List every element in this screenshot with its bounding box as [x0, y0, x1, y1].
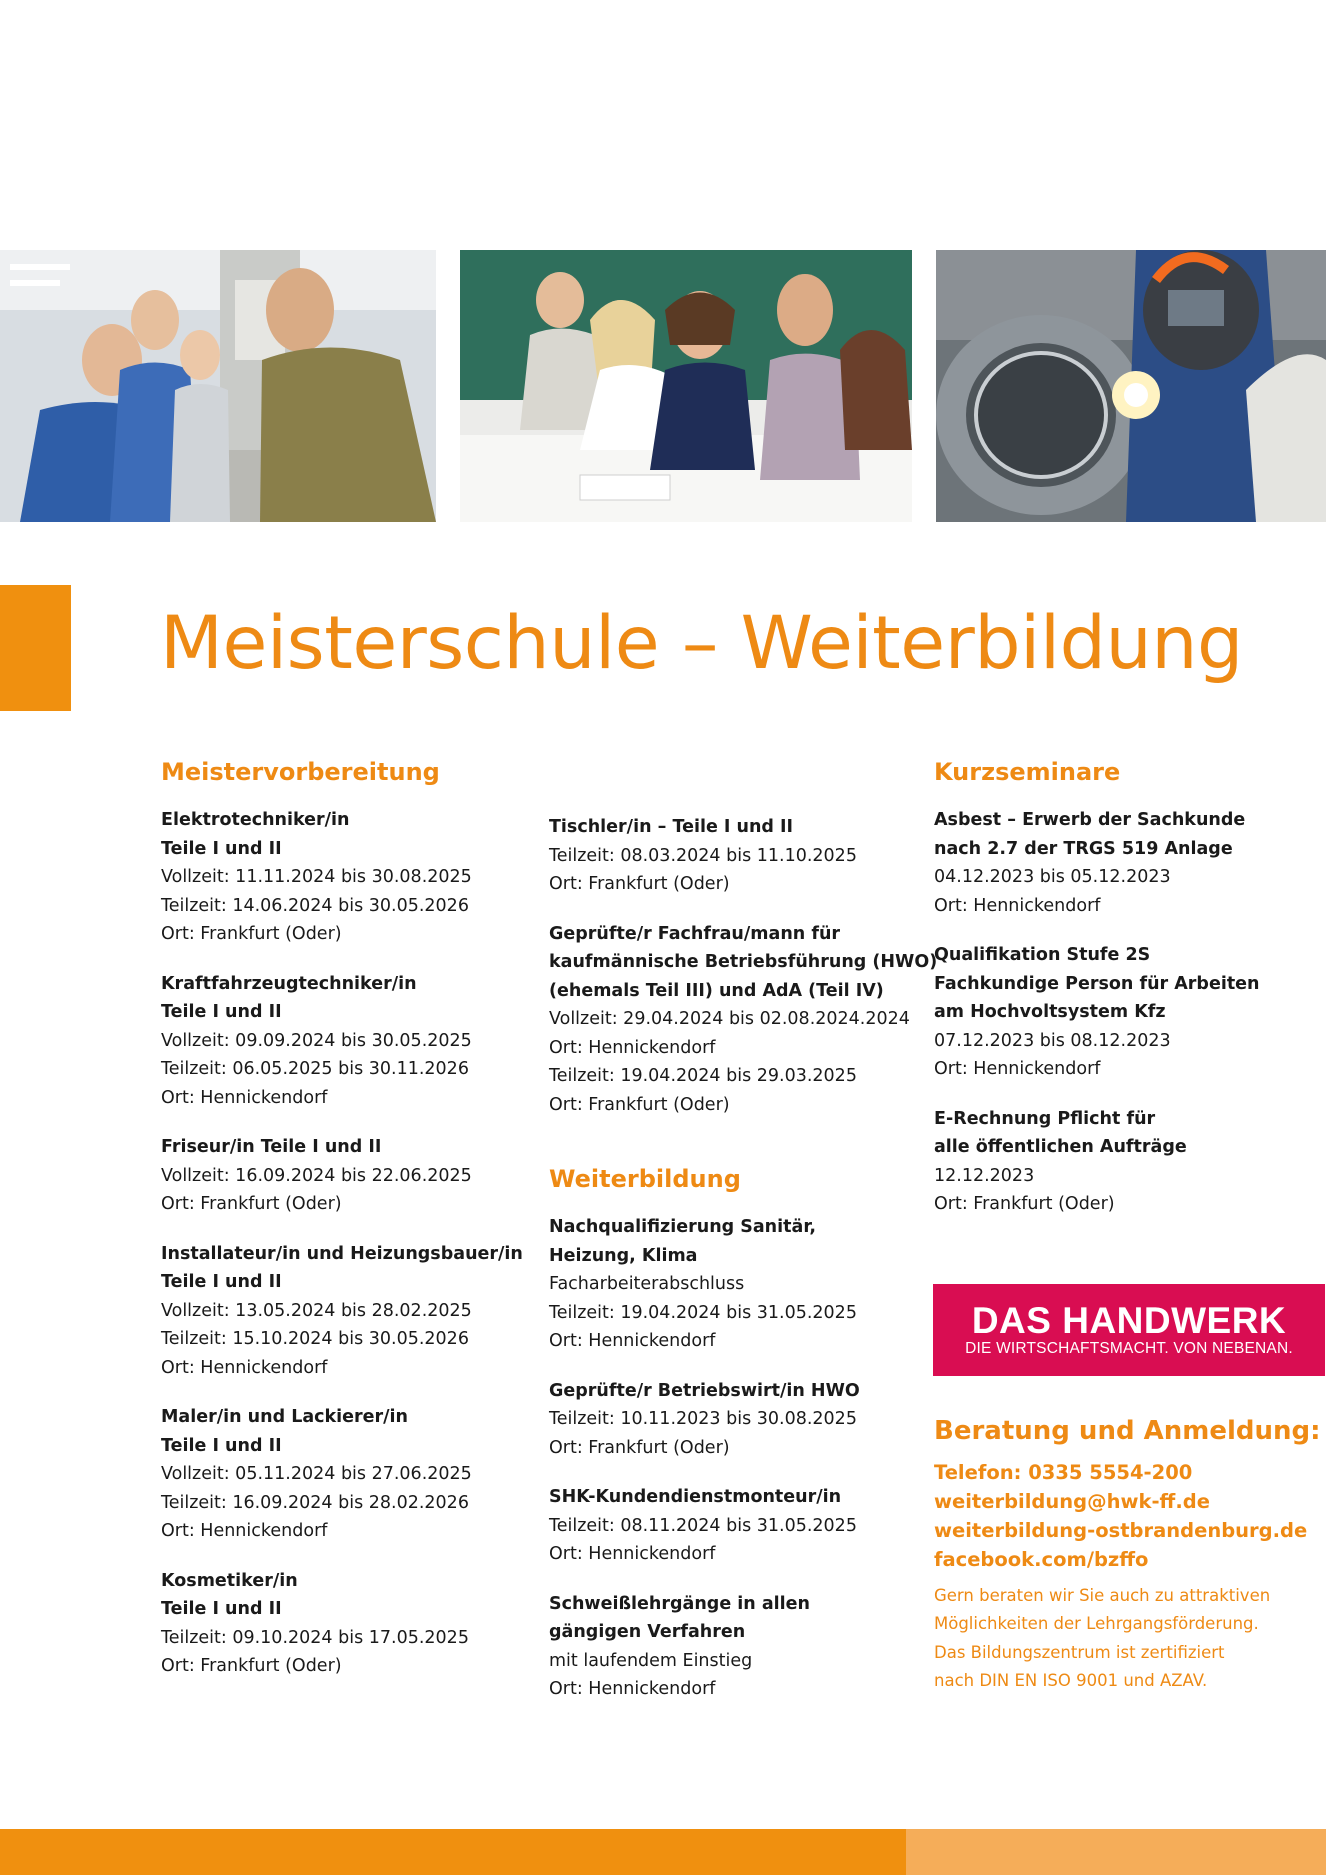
course-detail-line: Ort: Hennickendorf [161, 1357, 328, 1378]
course-detail-line: Ort: Frankfurt (Oder) [549, 1437, 730, 1458]
course-title-line: E-Rechnung Pflicht für [934, 1108, 1156, 1129]
contact-email-link[interactable]: weiterbildung@hwk-ff.de [934, 1489, 1210, 1513]
course-detail-line: Ort: Frankfurt (Oder) [549, 1094, 730, 1115]
course-title-line: Geprüfte/r Fachfrau/mann für [549, 923, 841, 944]
welder-photo [936, 250, 1326, 522]
footer-bar-light-orange [906, 1829, 1326, 1875]
course-title-line: kaufmännische Betriebsführung (HWO) [549, 952, 938, 972]
course-detail-line: Ort: Hennickendorf [549, 1679, 716, 1699]
course-detail-line: 04.12.2023 bis 05.12.2023 [934, 867, 1171, 887]
course-title-line: Installateur/in und Heizungsbauer/in [161, 1243, 523, 1264]
course-title-line: Heizung, Klima [549, 1245, 698, 1266]
course-entry [161, 1240, 531, 1383]
course-title-line: (ehemals Teil III) und AdA (Teil IV) [549, 980, 884, 1001]
accent-block [0, 585, 71, 711]
brand-slogan: DIE WIRTSCHAFTSMACHT. VON NEBENAN. [965, 1339, 1293, 1357]
course-entry [549, 1377, 929, 1463]
course-detail-line: Ort: Hennickendorf [161, 1521, 328, 1541]
course-title-line: Fachkundige Person für Arbeiten [934, 973, 1260, 994]
course-detail-line: Ort: Hennickendorf [934, 1059, 1101, 1079]
course-title-line: Schweißlehrgänge in allen [549, 1593, 810, 1614]
course-entry [161, 1403, 531, 1546]
course-title-line: Teile I und II [161, 838, 282, 859]
course-title-line: alle öffentlichen Aufträge [934, 1137, 1187, 1157]
course-entry [549, 920, 938, 1120]
course-title-line: Tischler/in – Teile I und II [549, 817, 794, 837]
course-detail-line: Vollzeit: 05.11.2024 bis 27.06.2025 [161, 1464, 472, 1484]
contact-facebook-link[interactable]: facebook.com/bzffo [934, 1547, 1149, 1571]
course-detail-line: Ort: Frankfurt (Oder) [161, 924, 342, 944]
course-detail-line: Teilzeit: 08.03.2024 bis 11.10.2025 [549, 845, 857, 866]
course-detail-line: Vollzeit: 11.11.2024 bis 30.08.2025 [161, 867, 472, 887]
course-title-line: Friseur/in Teile I und II [161, 1137, 382, 1157]
course-list-meister-2 [549, 813, 938, 1119]
course-detail-line: Teilzeit: 15.10.2024 bis 30.05.2026 [161, 1329, 469, 1349]
course-list-meister-1 [161, 806, 531, 1681]
course-title-line: nach 2.7 der TRGS 519 Anlage [934, 838, 1233, 859]
welding-image-icon [936, 250, 1326, 522]
brand-logo-text: DAS HANDWERK [971, 1299, 1287, 1341]
course-detail-line: Ort: Hennickendorf [934, 895, 1101, 916]
footer-bar-orange [0, 1829, 906, 1875]
column-kurzseminare [934, 756, 1326, 1696]
course-detail-line: Teilzeit: 09.10.2024 bis 17.05.2025 [161, 1627, 469, 1648]
course-title-line: gängigen Verfahren [549, 1622, 746, 1642]
course-title-line: Maler/in und Lackierer/in [161, 1407, 409, 1427]
course-detail-line: Ort: Hennickendorf [549, 1331, 716, 1351]
contact-note [934, 1582, 1326, 1696]
course-title-line: am Hochvoltsystem Kfz [934, 1002, 1166, 1022]
course-entry [934, 1105, 1326, 1219]
classroom-image-icon [460, 250, 912, 522]
contact-website-link[interactable]: weiterbildung-ostbrandenburg.de [934, 1518, 1308, 1542]
course-title-line: Elektrotechniker/in [161, 810, 350, 830]
classroom-photo [460, 250, 912, 522]
workshop-image-icon [0, 250, 436, 522]
course-title-line: Asbest – Erwerb der Sachkunde [934, 810, 1246, 830]
course-detail-line: Teilzeit: 16.09.2024 bis 28.02.2026 [161, 1492, 469, 1513]
course-title-line: Qualifikation Stufe 2S [934, 945, 1151, 965]
course-title-line: Teile I und II [161, 1599, 282, 1619]
course-detail-line: Teilzeit: 10.11.2023 bis 30.08.2025 [549, 1409, 857, 1429]
section-heading-weiterbildung: Weiterbildung [549, 1165, 741, 1193]
course-detail-line: Ort: Hennickendorf [161, 1087, 328, 1108]
section-heading-kurzseminare: Kurzseminare [934, 758, 1121, 786]
course-entry [161, 970, 531, 1113]
course-title-line: Geprüfte/r Betriebswirt/in HWO [549, 1380, 860, 1401]
course-entry [934, 806, 1326, 920]
course-detail-line: Vollzeit: 16.09.2024 bis 22.06.2025 [161, 1165, 472, 1186]
page-title: Meisterschule – Weiterbildung [160, 601, 1243, 686]
course-detail-line: Ort: Frankfurt (Oder) [549, 874, 730, 894]
course-detail-line: Teilzeit: 06.05.2025 bis 30.11.2026 [161, 1059, 469, 1079]
course-detail-line: Vollzeit: 29.04.2024 bis 02.08.2024.2024 [549, 1009, 910, 1029]
column-meistervorbereitung [161, 756, 531, 1702]
course-entry [549, 1213, 929, 1356]
course-detail-line: Teilzeit: 08.11.2024 bis 31.05.2025 [549, 1515, 857, 1536]
contact-note-line: Möglichkeiten der Lehrgangsförderung. [934, 1614, 1259, 1633]
course-entry [934, 941, 1326, 1084]
contact-heading: Beratung und Anmeldung: [934, 1415, 1321, 1446]
course-list-weiterbildung [549, 1213, 929, 1704]
course-entry [161, 1567, 531, 1681]
workshop-photo [0, 250, 436, 522]
section-heading-meistervorbereitung: Meistervorbereitung [161, 758, 440, 786]
course-detail-line: Teilzeit: 19.04.2024 bis 31.05.2025 [549, 1302, 857, 1323]
course-detail-line: Vollzeit: 13.05.2024 bis 28.02.2025 [161, 1300, 472, 1321]
course-title-line: Kosmetiker/in [161, 1570, 298, 1591]
contact-note-line: nach DIN EN ISO 9001 und AZAV. [934, 1671, 1208, 1690]
contact-note-line: Das Bildungszentrum ist zertifiziert [934, 1642, 1225, 1662]
course-detail-line: Vollzeit: 09.09.2024 bis 30.05.2025 [161, 1030, 472, 1051]
contact-note-line: Gern beraten wir Sie auch zu attraktiven [934, 1585, 1271, 1605]
contact-phone[interactable]: Telefon: 0335 5554-200 [934, 1460, 1193, 1484]
course-entry [549, 1590, 929, 1704]
course-list-kurzseminare [934, 806, 1326, 1219]
course-title-line: Teile I und II [161, 1002, 282, 1022]
das-handwerk-banner [933, 1284, 1325, 1376]
course-title-line: Nachqualifizierung Sanitär, [549, 1217, 817, 1237]
column-meister-weiterbildung [549, 756, 938, 1725]
course-title-line: Teile I und II [161, 1272, 282, 1292]
course-detail-line: mit laufendem Einstieg [549, 1650, 753, 1671]
course-detail-line: Ort: Frankfurt (Oder) [161, 1656, 342, 1676]
course-detail-line: 07.12.2023 bis 08.12.2023 [934, 1030, 1171, 1051]
course-title-line: Kraftfahrzeugtechniker/in [161, 973, 417, 994]
course-detail-line: Facharbeiterabschluss [549, 1274, 745, 1294]
course-detail-line: Ort: Frankfurt (Oder) [161, 1194, 342, 1214]
course-entry [549, 1483, 929, 1569]
course-detail-line: Ort: Frankfurt (Oder) [934, 1194, 1115, 1214]
course-detail-line: 12.12.2023 [934, 1165, 1035, 1186]
course-entry [161, 806, 531, 949]
course-entry [161, 1133, 531, 1219]
course-detail-line: Ort: Hennickendorf [549, 1037, 716, 1058]
course-detail-line: Teilzeit: 19.04.2024 bis 29.03.2025 [549, 1066, 857, 1086]
course-title-line: Teile I und II [161, 1435, 282, 1456]
course-detail-line: Ort: Hennickendorf [549, 1544, 716, 1564]
course-title-line: SHK-Kundendienstmonteur/in [549, 1487, 842, 1507]
course-entry [549, 813, 929, 899]
course-detail-line: Teilzeit: 14.06.2024 bis 30.05.2026 [161, 895, 469, 916]
